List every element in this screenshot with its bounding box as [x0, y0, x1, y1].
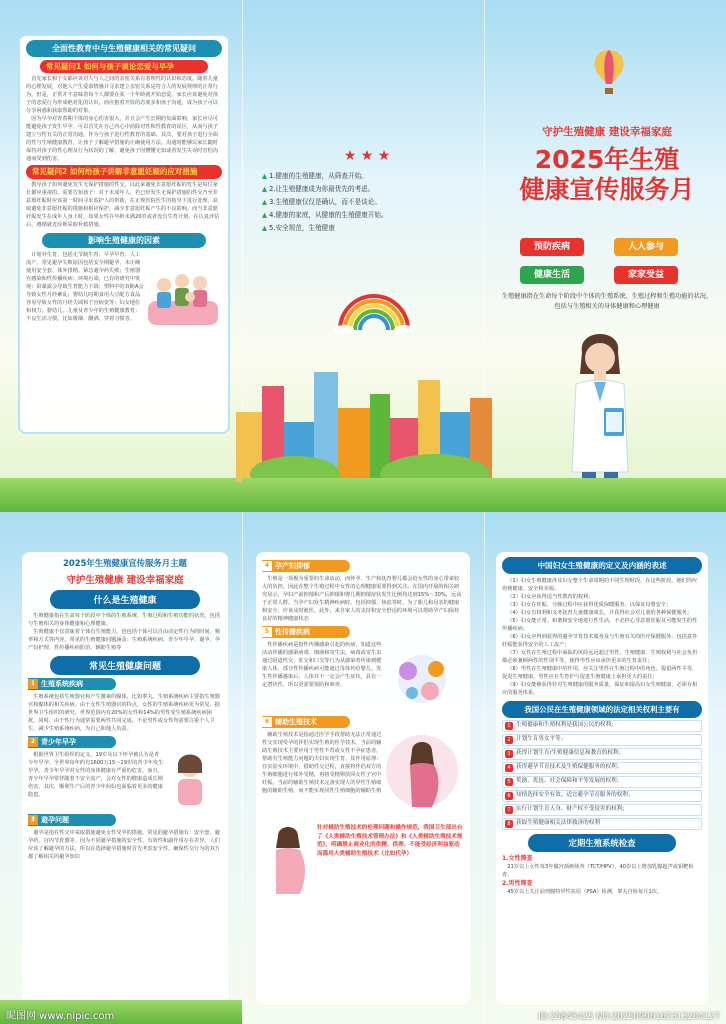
male-check-text: 45岁以上关注前列腺特异性抗原（PSA）检测，睾丸自检每月1次。	[507, 889, 663, 895]
star-icon: ★ ★ ★	[343, 148, 391, 164]
rights-item: 3 获得计划生育/生殖健康信息和教育的权利；	[502, 748, 702, 760]
watermark-right: ID:25845425 NO:20250906162313204127	[538, 1012, 720, 1022]
virus-illustration	[382, 641, 462, 713]
rainbow-icon	[334, 290, 414, 334]
watermark-left: 昵图网 www.nipic.com	[6, 1011, 115, 1022]
faq-title: 全面性教育中与生殖健康相关的常见疑问	[26, 40, 222, 57]
ethics-note: 针对辅助生殖技术的伦理问题和操作规范，我国卫生部出台了《人类辅助生殖技术管理办法》和《人类辅助生殖技术规范》，明确禁止商业化的供精、供卵、不能受经济利益驱动而滥用人类辅助生殖技术（比如代孕）	[317, 825, 463, 857]
definition-list	[502, 577, 702, 697]
issue-tag-2: 2 青少年早孕	[28, 736, 116, 748]
definition-item: （6）妇女应得到获得的避孕节育技术服务及与生殖有关的医疗保健服务，包括意外妊娠能获得安全的人工流产；	[502, 634, 698, 648]
issue-tag-3: 3 避孕问题	[28, 814, 116, 826]
rights-item: 1 生殖健康和生殖权利是我国公民的权利；	[502, 720, 702, 732]
definition-title: 中国妇女生殖健康的定义及内涵的表述	[502, 557, 702, 574]
rights-title: 我国公民在生殖健康领域的法定相关权利主要有	[502, 701, 702, 718]
check-title: 定期生殖系统检查	[528, 834, 676, 852]
tag-everyone-participate: 人人参与	[614, 238, 678, 256]
issue-tag-1: 1 生殖系统疾病	[28, 678, 116, 690]
definition-item: （2）妇女应获得适当性教育的权利；	[507, 594, 594, 600]
issues-card	[256, 552, 470, 1004]
fold-line	[484, 512, 485, 1024]
issue-tag-6: 6 辅助生殖技术	[262, 716, 350, 728]
point-item: 2.让生殖健康成为你最优先的考虑。	[269, 185, 375, 193]
grass	[242, 478, 484, 512]
what-is-title: 什么是生殖健康	[50, 590, 200, 609]
rights-item: 8 获取生殖健康相关法律救济的权利	[502, 818, 702, 830]
rights-item: 6 知情选择安全有效、适宜避孕节育服务的权利；	[502, 790, 702, 802]
definition-item: （4）妇女有权利和义务抚育儿童健康成长，并获得社会对儿童的各种保健服务；	[507, 610, 693, 616]
fold-line	[242, 512, 243, 1024]
factors-title: 影响生殖健康的因素	[42, 233, 206, 248]
rights-item: 2 计划生育男女平等；	[502, 734, 702, 746]
definition-item: （1）妇女生殖健康涉及妇女整个生命周期的不同生理时段，在这些阶段，她们均应得到健康、安全和幸福；	[502, 578, 698, 592]
teen-illustration	[164, 751, 216, 811]
grass	[484, 478, 726, 512]
point-item: 1.健康的生殖健康，从筛查开始。	[269, 172, 368, 180]
slogan-points	[262, 148, 472, 268]
definition-item: （8）男性在生殖健康中的作用，应关注男性在生殖过程中的角色，提倡两性平等，促进生殖健康，男性应在生育护与促进生殖健康上承担更大的责任；	[502, 666, 698, 680]
female-check-title: 1.女性筛查	[502, 855, 533, 862]
definition-item: （9）妇女能够获得针对生殖健康的服务质量，保证和提高妇女生殖健康，必须有相应的服务体系。	[502, 682, 698, 696]
male-check-title: 2.男性筛查	[502, 880, 533, 887]
pregnant-woman-illustration	[382, 731, 462, 821]
definition-item: （5）妇女能正常、和谐和安全地进行性生活，不必担心非意愿妊娠及可能发生的性传播疾病；	[502, 618, 698, 632]
tag-family-benefit: 家家受益	[614, 266, 678, 284]
what-is-text-2: 生殖健康不仅意味着个体有生殖能力，也包括个体可以自由决定性行为的时间、频率和方式等内容。常见的生殖健康问题涵盖：生殖系统疾病、青少年早孕、避孕、孕产妇护理、性传播疾病防治、辅助生殖等	[28, 629, 220, 651]
rights-item: 5 奖励、优抚、社会保障和平等发展的权利；	[502, 776, 702, 788]
issue-text-5: 性传播疾病是指性传播感染引起的疾病，知道这些活动传播的感染病毒、细菌和寄生虫，病毒或寄生虫通过阴道性交、肛交和口交等行为从感染者传染到健康人体，部分性传播疾病可能通过母体传给婴儿。发生性传播感染后，人体并不一定会产生症状，具有一定潜伏性，所以更需要预防和筛查。	[262, 642, 382, 688]
rights-item: 4 获得避孕节育技术及生殖保健服务的权利；	[502, 762, 702, 774]
faq-answer-2: 教导孩子如何避免发生无保护措施的性交，以此来避免非意愿妊娠的发生是每位家长都应重视的。需要告知孩子：对于未成年人，若已经发生无保护措施的性交乃至非意愿妊娠时应该第一时间寻求监护人的帮助，在正规医院医生的指导下进行处理。获取避免非意愿妊娠的措施和相应保护，减少非意愿妊娠产生的不良影响。而当非意愿妊娠发生在成年人身上时，如果女性在年龄未满20岁或者没有生育计划，在认真评估后，遵循就近原则采取补救措施。	[26, 181, 220, 228]
rights-list	[502, 720, 702, 830]
tag-healthy-life: 健康生活	[520, 266, 584, 284]
brochure-back	[0, 512, 726, 1024]
issue-text-3: 避孕是指在性交中采取措施避免女性受孕的措施。常见的避孕措施有：安全套、避孕药、宫内节育器等。因为不同避孕措施的安全性、有效性和副作用存在差异，人们应该了解避孕的方法，所以在选择避孕措施时首先考虑安全性，确保性交行为的双方都了解相关的避孕知识	[28, 830, 220, 860]
issue-text-6: 辅助生殖技术是指通过医学手段帮助无法正常通过性交实现受孕的伴侣实现生殖的医学技术。当前的辅助生殖技术主要应用于男性不育或女性不孕症患者，帮助有生殖能力问题的夫妇实现生育。其作用原理：在实验室环境中，借助性交过程，直接将伴侣双方的生殖细胞进行体外受精，再将受精卵放回女性子宫中妊娠。当前的辅助生殖技术完备实现人的异性生殖细胞的辅助生殖，而不能实现同性生殖细胞的辅助生殖	[262, 732, 382, 794]
cover-slogan: 守护生殖健康 建设幸福家庭	[542, 126, 672, 138]
common-issues-title: 常见生殖健康问题	[50, 656, 200, 675]
faq-answer-1: 首先家长和子女都应该对人与人之间的亲密关系有着理性的认识和态度。随着儿童的心理发展，对他人产生爱慕情感并寻求建立亲密关系是符合人的发展规律的正常行为。但是，正常并不意味着每个人都要在某一个年龄就开始恋爱。家长应该避免对孩子的恋爱行为形成绝对化的认识，而应抱着开放的态度多和孩子沟通，成为孩子可以分享困惑和获取帮助的对象。	[26, 76, 218, 115]
rights-item: 7 实行计划生育人身、财产权不受侵害的权利；	[502, 804, 702, 816]
theme-title: 2025年生殖健康宣传服务月主题	[63, 558, 187, 568]
grass	[0, 478, 242, 512]
rights-card	[496, 552, 708, 1004]
issue-text-4: 生殖是一项极为重要的生命活动，而怀孕、生产和抚育婴儿都会给女性的身心带来较大的负担。因此在整个生殖过程中女性的心理健康需要得到关注。在国内开展的相关研究显示，孕妇产前抑郁和产后抑郁和婴儿期抑郁症状发生比例均达到15%～30%，远高于正常人群。当孕产妇发生精神疾病时，包括抑郁、焦虑等时，为了胎儿和母亲的健康和安全，应该及时就医。此外，来自家人的支持和安全舒适的环境可以帮助孕产妇保持良好的精神健康状态	[262, 576, 462, 622]
cover-title-line2: 健康宣传服务月	[519, 175, 695, 204]
cover-description: 生殖健康指在生命每个阶段中个体的生殖系统、生殖过程和生殖功能的状况，包括与生殖相关的身体健康和心理健康	[501, 293, 713, 310]
tag-prevent-disease: 预防疾病	[520, 238, 584, 256]
definition-item: （3）妇女在妊娠、分娩过程中应获得优质保健服务，以保证母婴安全；	[507, 602, 672, 608]
issue-text-2: 根据世界卫生组织的定义，19岁及以下怀孕被认为是青少年早孕。全世界每年约有1600万15～19岁的青少年发生早孕。青少年早孕对女性的身体健康有严重的危害，而且，青少年早孕常伴随着不安全流产，会对女性的健康造成长期伤害。其次，顺利生产后的青少年妈妈也面临着更多的健康隐患。	[28, 752, 164, 798]
theme-slogan: 守护生殖健康 建设幸福家庭	[66, 575, 184, 586]
mother-illustration	[262, 824, 314, 898]
doctor-illustration	[560, 322, 640, 500]
cover-title-line1: 2025年生殖	[534, 145, 680, 174]
issue-tag-4: 4 孕产妇抑郁	[262, 560, 350, 572]
points-list: ▲ 1.健康的生殖健康，从筛查开始。 ▲ 2.让生殖健康成为你最优先的考虑。 ▲ 3.生殖健康仅仅是确认，而不是谈论。 ▲ 4.健康的家庭，从健康的生殖健康开始。 ▲ 5.安全规范，生殖健康	[262, 172, 388, 232]
what-is-text: 生殖健康指在生命每个阶段中个体的生殖系统、生殖过程和生殖功能的状况，包括与生殖相关的身体健康和心理健康。	[28, 613, 220, 627]
point-item: 4.健康的家庭，从健康的生殖健康开始。	[269, 211, 388, 219]
family-illustration	[144, 251, 222, 335]
female-check-text: 21岁以上女性每3年做宫颈癌筛查（TCT/HPV），40岁以上增加乳腺超声或钼靶检查。	[502, 864, 694, 878]
faq-answer-1b: 因为早孕对青春期个体的身心伤害很大，并且会产生长期的负面影响，家长应尽可能避免孩子发生早孕。可以首先在自己内心中消除对性和性教育的误区，从而与孩子建立与性有关的正常沟通，作为与孩子进行性教育的基础。其次，要对孩子进行全面的性与生殖健康教育，让孩子了解避孕措施的正确使用方法。沟通时能够以家长随时保持对孩子的性心理及行为状况的了解，避免孩子因懵懂无知或者发生失误时害怕沟通而受到伤害。	[26, 116, 218, 163]
faq-question-2: 常见疑问2 如何给孩子讲解非意愿妊娠的应对措施	[26, 165, 222, 178]
issue-text-1: 生殖系统包括生殖器官和产生激素的腺体，比如睾丸。生殖系统疾病主要指生殖器官和腺体的相关疾病。由于女性生殖器官的特点，女性的生殖系统疾病更为常见，据世界卫生组织的研究，世界范围内有20%的女性和14%的男性受生殖系统疾病困扰。同时，由于性行为通常需要两性共同完成，不论男性或女性均需要注重个人卫生，减少生殖系统疾病，为自己和他人负责。	[28, 694, 220, 732]
point-item: 5.安全规范，生殖健康	[269, 224, 335, 232]
factors-text: 计划外生育，包括无节制生育、早孕早育；人工流产，常见避孕失败原因包括安全期避孕、未正确使用安全套、体外排精、紧急避孕药失败；生殖器官感染和性传播疾病；环境污染，已有的研究中发现：铅暴露会导致生育能力下降；塑料中的双酚A会导致女性月经紊乱；婴幼儿时期食用大豆配方食品容易导致女性的月经失调和子宫病变等；妇女地位和权力；婴幼儿、儿童及青少年的生殖健康教育；不良生活习惯，比如吸烟、酗酒、穿着习惯等。	[26, 251, 144, 322]
faq-question-1: 常见疑问1 如何与孩子谈论恋爱与早孕	[40, 60, 208, 73]
definition-item: （7）女性在生殖过程中面临的风险远远超过男性，生殖健康、生殖权利与社会负担都必须兼顾两性的性别平等，使得男性应该承担更多的生育责任；	[502, 650, 698, 664]
intro-card	[22, 552, 228, 1004]
issue-tag-5: 5 性传播疾病	[262, 626, 350, 638]
hot-air-balloon-icon	[592, 48, 626, 96]
point-item: 3.生殖健康仅仅是确认，而不是谈论。	[269, 198, 381, 206]
faq-card	[18, 34, 230, 434]
